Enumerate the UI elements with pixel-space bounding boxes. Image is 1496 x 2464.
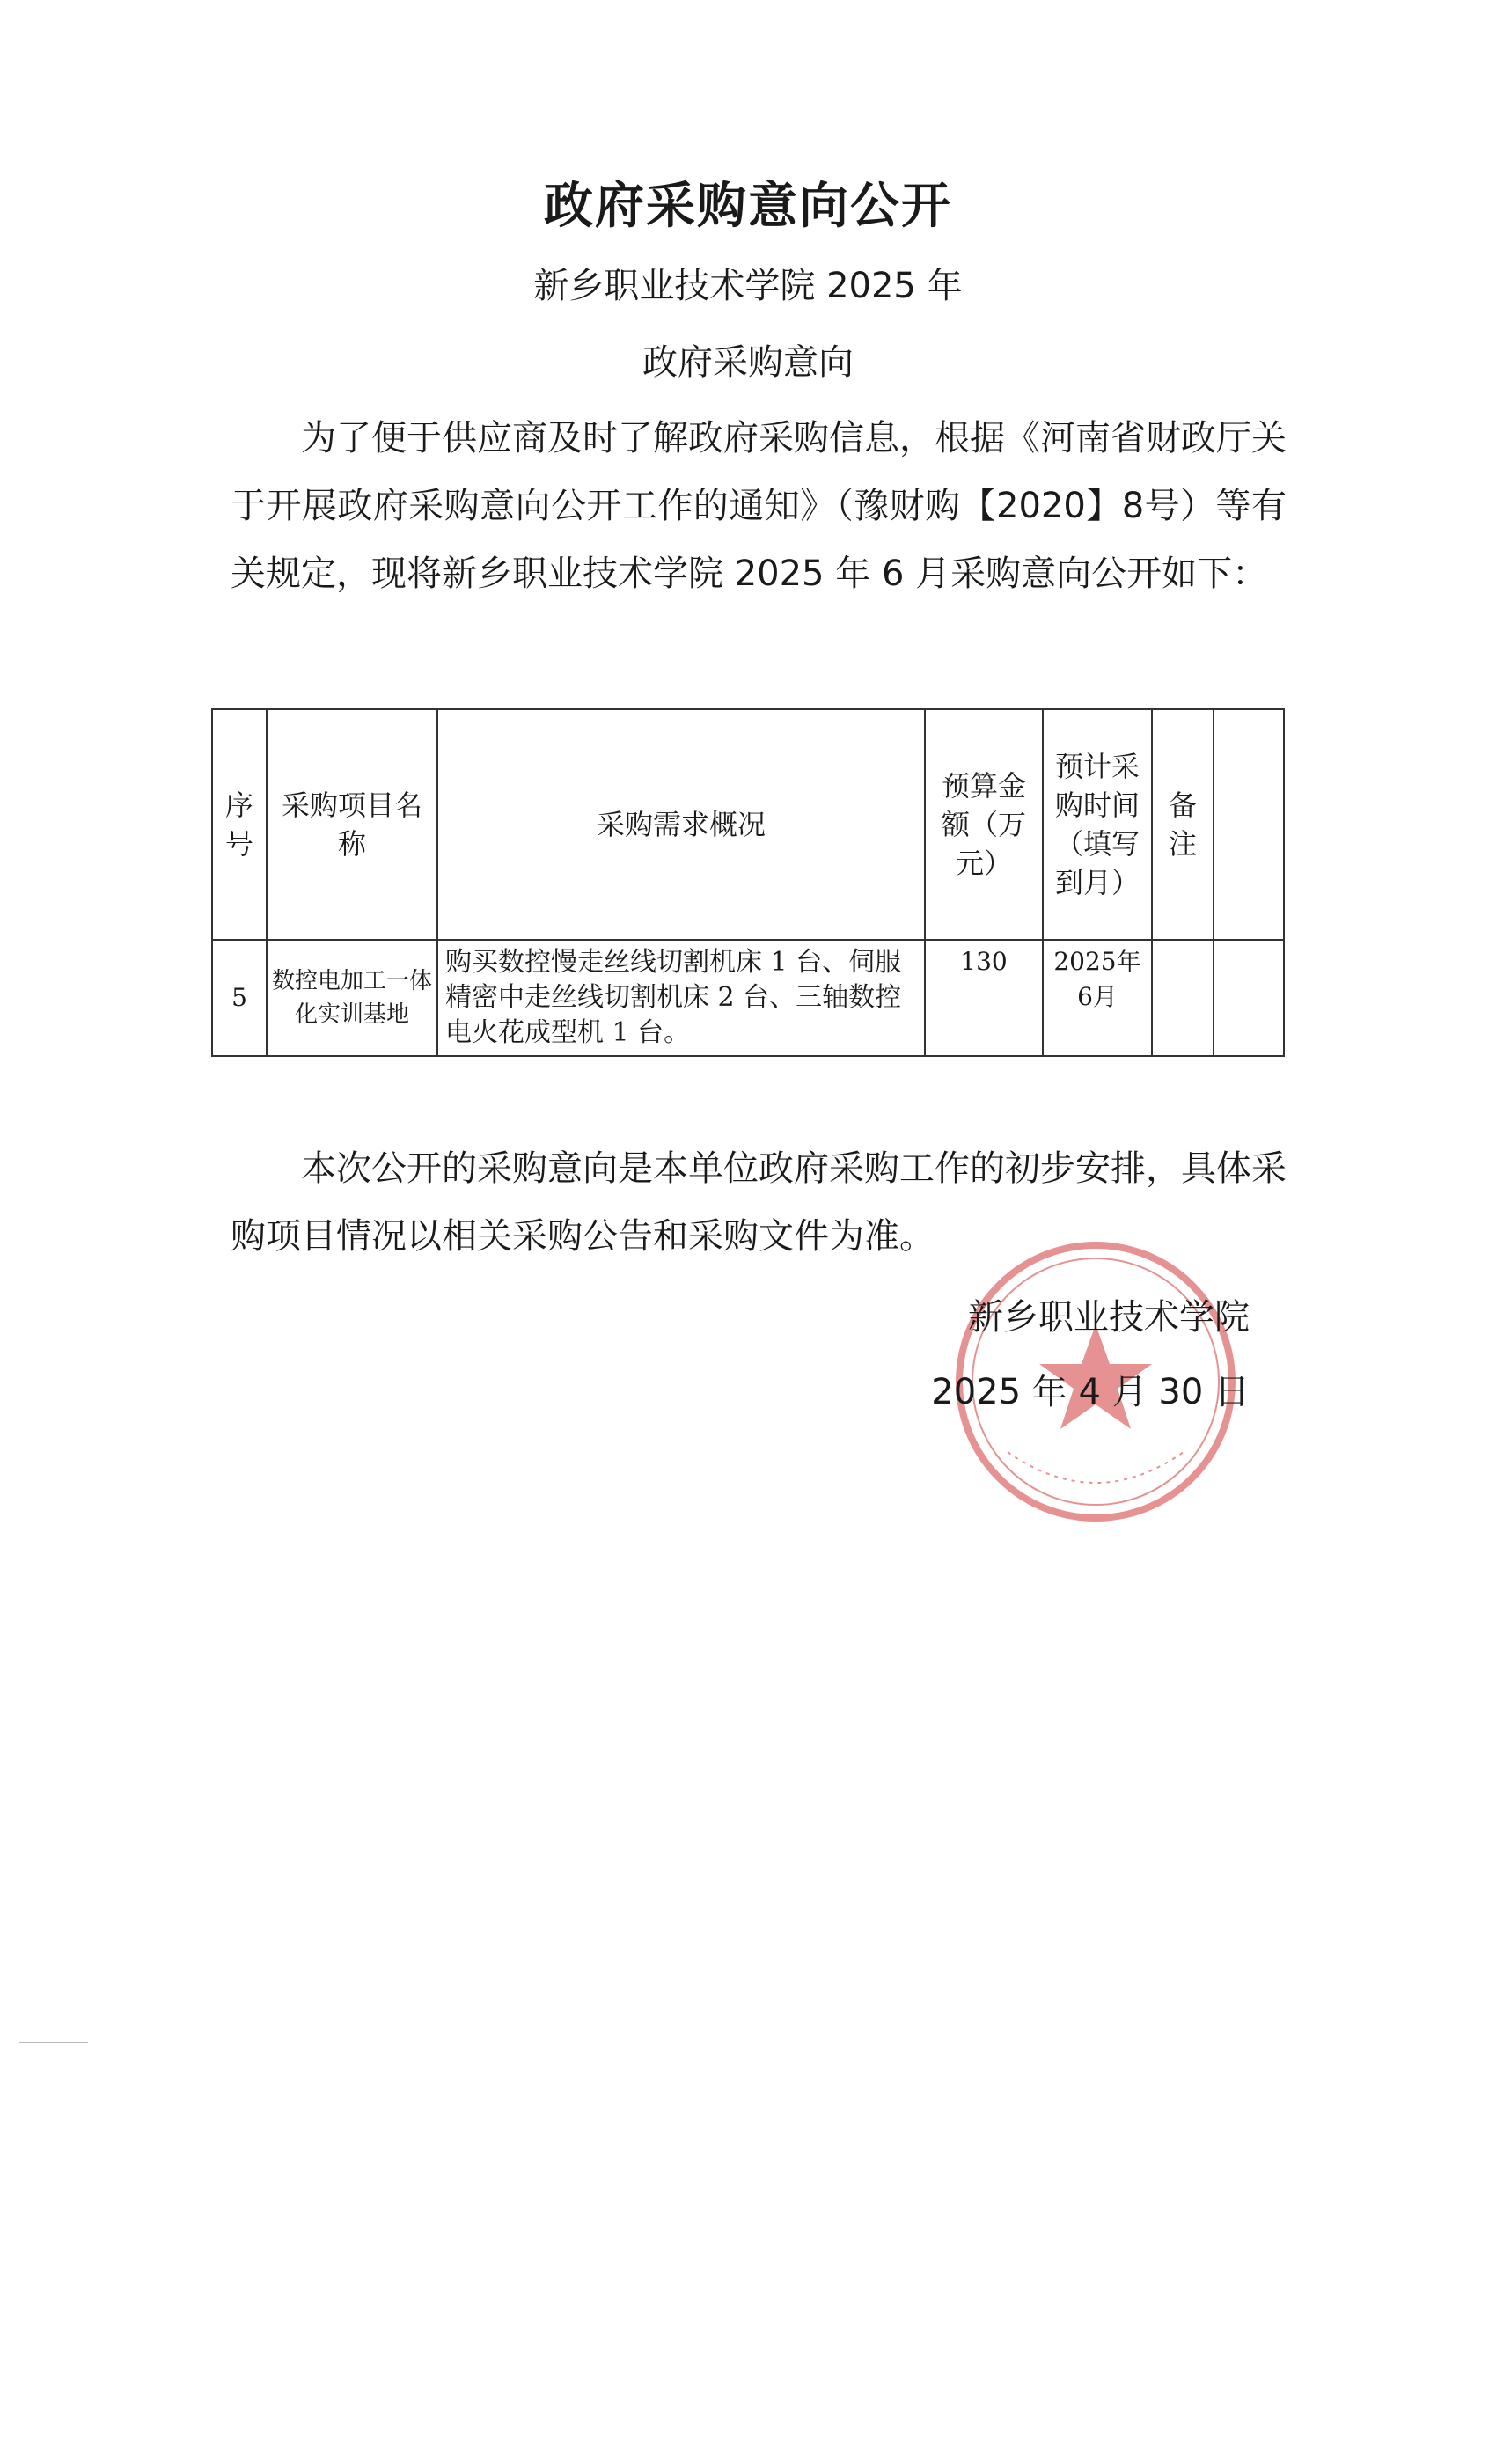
header-seq: 序号	[212, 709, 267, 940]
table-row	[212, 940, 1284, 1056]
cell-note	[1152, 940, 1214, 1056]
header-note: 备注	[1152, 709, 1214, 940]
table-header-row	[212, 709, 1284, 940]
intro-paragraph: 为了便于供应商及时了解政府采购信息，根据《河南省财政厅关于开展政府采购意向公开工作的通知》（豫财购【2020】8号）等有关规定，现将新乡职业技术学院 2025 年 6 月采购意向公开如下：	[231, 418, 1287, 594]
procurement-table	[211, 708, 1285, 1057]
scan-artifact-line	[19, 2042, 88, 2043]
header-budget: 预算金额（万元）	[925, 709, 1043, 940]
header-time: 预计采购时间（填写到月）	[1043, 709, 1152, 940]
closing-paragraph: 本次公开的采购意向是本单位政府采购工作的初步安排，具体采购项目情况以相关采购公告和采购文件为准。	[231, 1148, 1287, 1257]
cell-desc: 购买数控慢走丝线切割机床 1 台、伺服精密中走丝线切割机床 2 台、三轴数控电火花成型机 1 台。	[437, 940, 925, 1056]
subtitle-institution-year: 新乡职业技术学院 2025 年	[533, 266, 963, 306]
header-desc: 采购需求概况	[437, 709, 925, 940]
cell-budget: 130	[925, 940, 1043, 1056]
page-title: 政府采购意向公开	[544, 178, 952, 235]
subtitle-intent: 政府采购意向	[642, 342, 854, 383]
signature-date: 2025 年 4 月 30 日	[931, 1372, 1250, 1412]
signature-org: 新乡职业技术学院	[968, 1297, 1250, 1338]
cell-blank	[1214, 940, 1284, 1056]
cell-time: 2025年6月	[1043, 940, 1152, 1056]
cell-seq: 5	[212, 940, 267, 1056]
cell-name: 数控电加工一体化实训基地	[267, 940, 437, 1056]
header-name: 采购项目名称	[267, 709, 437, 940]
header-blank	[1214, 709, 1284, 940]
